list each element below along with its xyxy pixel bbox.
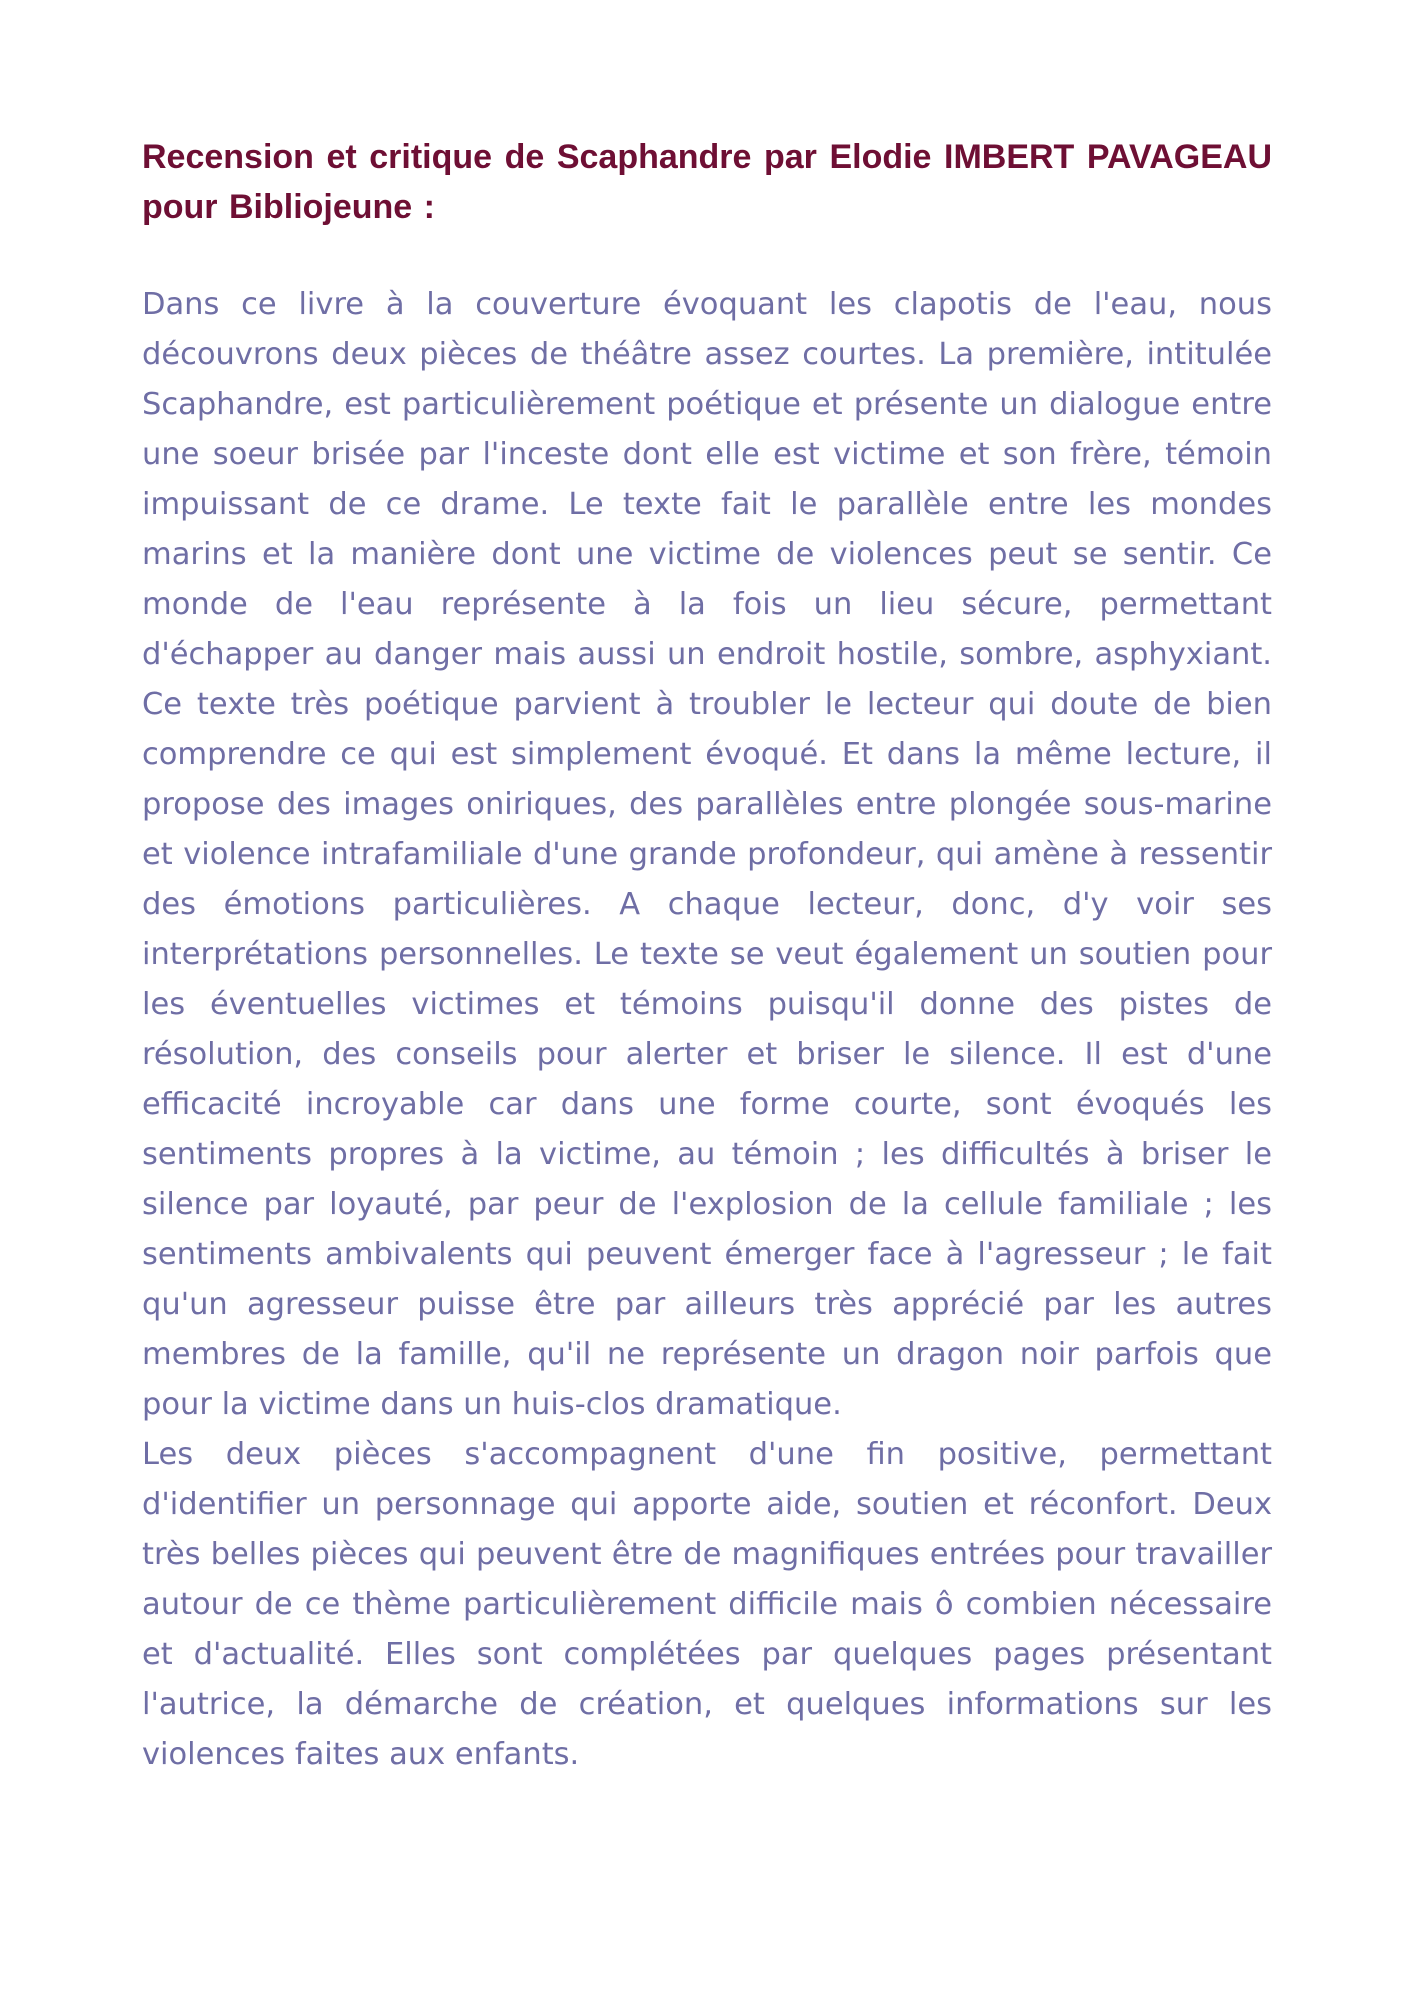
- document-body: [142, 280, 1272, 1780]
- document-title: Recension et critique de Scaphandre par Elodie IMBERT PAVAGEAU pour Bibliojeune :: [142, 138, 1272, 226]
- body-paragraph: Les deux pièces s'accompagnent d'une fin positive, permettant d'identifier un personnage qui apporte aide, soutien et réconfort. Deux très belles pièces qui peuvent être de magnifiques entrées pour travailler autour de ce thème particulièrement difficile mais ô combien nécessaire et d'actualité. Elles sont complétées par quelques pages présentant l'autrice, la démarche de création, et quelques informations sur les violences faites aux enfants.: [142, 1437, 1272, 1772]
- document-page: [142, 132, 1272, 1780]
- body-paragraph: Dans ce livre à la couverture évoquant les clapotis de l'eau, nous découvrons deux pièces de théâtre assez courtes. La première, intitulée Scaphandre, est particulièrement poétique et présente un dialogue entre une soeur brisée par l'inceste dont elle est victime et son frère, témoin impuissant de ce drame. Le texte fait le parallèle entre les mondes marins et la manière dont une victime de violences peut se sentir. Ce monde de l'eau représente à la fois un lieu sécure, permettant d'échapper au danger mais aussi un endroit hostile, sombre, asphyxiant. Ce texte très poétique parvient à troubler le lecteur qui doute de bien comprendre ce qui est simplement évoqué. Et dans la même lecture, il propose des images oniriques, des parallèles entre plongée sous-marine et violence intrafamiliale d'une grande profondeur, qui amène à ressentir des émotions particulières. A chaque lecteur, donc, d'y voir ses interprétations personnelles. Le texte se veut également un soutien pour les éventuelles victimes et témoins puisqu'il donne des pistes de résolution, des conseils pour alerter et briser le silence. Il est d'une efficacité incroyable car dans une forme courte, sont évoqués les sentiments propres à la victime, au témoin ; les difficultés à briser le silence par loyauté, par peur de l'explosion de la cellule familiale ; les sentiments ambivalents qui peuvent émerger face à l'agresseur ; le fait qu'un agresseur puisse être par ailleurs très apprécié par les autres membres de la famille, qu'il ne représente un dragon noir parfois que pour la victime dans un huis-clos dramatique.: [142, 287, 1272, 1422]
